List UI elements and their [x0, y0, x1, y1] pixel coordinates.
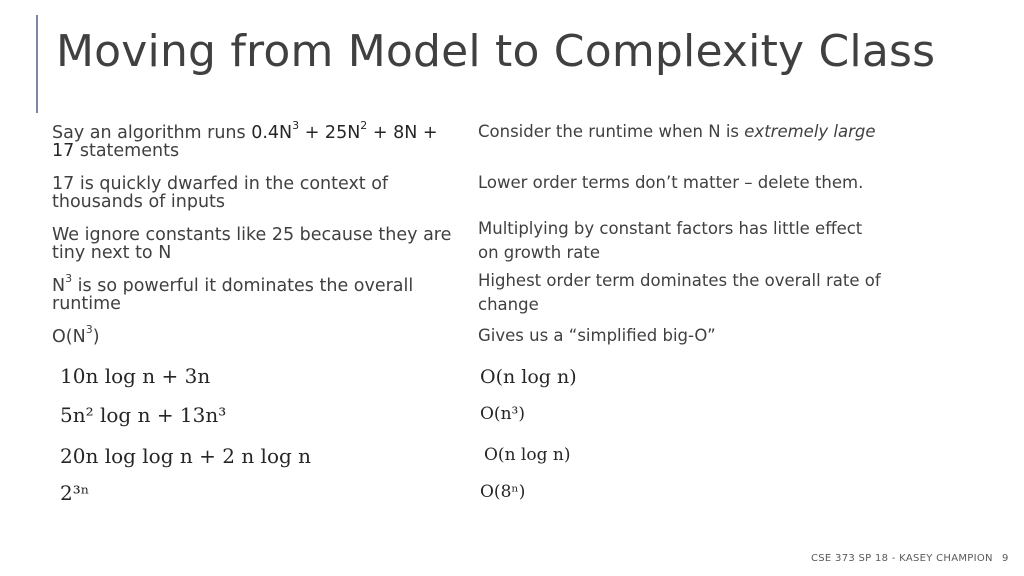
page-number: 9 [1002, 553, 1009, 564]
example-bigo-4: O(8ⁿ) [480, 482, 526, 502]
right-point-1 [478, 120, 898, 144]
left-point-4 [52, 272, 462, 314]
left-point-1-term2: + 25N [299, 123, 361, 143]
example-bigo-3: O(n log n) [484, 445, 571, 465]
footer-course: CSE 373 SP 18 - KASEY CHAMPION [811, 553, 993, 564]
left-point-1-exp1: 3 [292, 119, 300, 133]
example-bigo-1: O(n log n) [480, 366, 577, 388]
example-expression-4: 2³ⁿ [60, 481, 90, 505]
left-point-2: 17 is quickly dwarfed in the context of thousands of inputs [52, 174, 389, 212]
right-point-1-prefix: Consider the runtime when N is [478, 122, 745, 141]
left-point-1 [52, 119, 462, 161]
left-point-1-exp2: 2 [360, 119, 368, 133]
slide-title: Moving from Model to Complexity Class [56, 26, 936, 77]
left-point-1-suffix: statements [74, 141, 180, 161]
right-point-1-emphasis: extremely large [744, 122, 876, 141]
right-point-2: Lower order terms don’t matter – delete them. [478, 173, 864, 192]
left-point-5-suffix: ) [92, 327, 100, 347]
left-point-1-term3: + 8N + 17 [52, 123, 438, 161]
left-point-4-exp: 3 [65, 272, 73, 286]
title-accent-bar [36, 15, 38, 113]
left-point-1-term1: 0.4N [251, 123, 293, 143]
example-bigo-2: O(n³) [480, 404, 525, 424]
left-point-5 [52, 323, 462, 347]
left-point-5-prefix: O(N [52, 327, 86, 347]
example-expression-3: 20n log log n + 2 n log n [60, 444, 312, 468]
left-point-4-base: N [52, 276, 66, 296]
right-point-3: Multiplying by constant factors has little effect on growth rate [478, 219, 863, 262]
left-point-3: We ignore constants like 25 because they are tiny next to N [52, 225, 452, 263]
right-point-5: Gives us a “simplified big-O” [478, 326, 716, 345]
left-point-1-prefix: Say an algorithm runs [52, 123, 252, 143]
example-expression-2: 5n² log n + 13n³ [60, 403, 227, 427]
left-point-5-exp: 3 [85, 323, 93, 337]
example-expression-1: 10n log n + 3n [60, 364, 211, 388]
left-point-4-suffix: is so powerful it dominates the overall runtime [52, 276, 414, 314]
right-point-4: Highest order term dominates the overall rate of change [478, 271, 881, 314]
